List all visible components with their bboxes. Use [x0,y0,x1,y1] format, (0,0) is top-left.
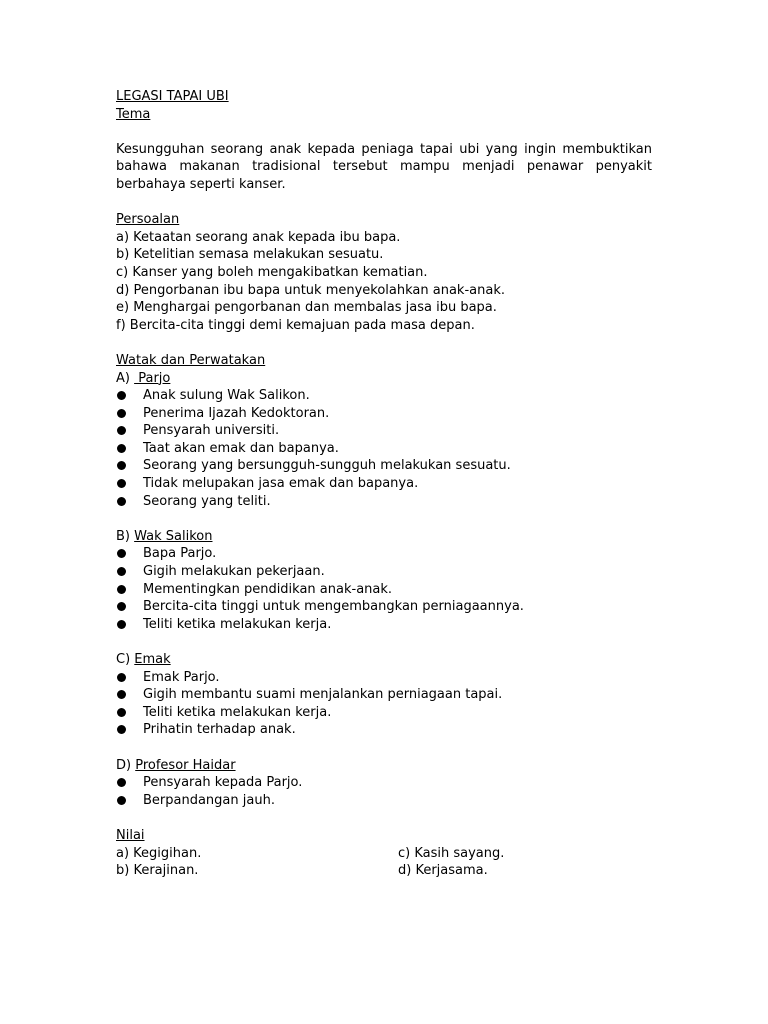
bullet-icon [117,461,126,470]
persoalan-list [116,229,652,335]
list-item: Mementingkan pendidikan anak-anak. [116,581,652,599]
bullet-icon [117,444,126,453]
persoalan-heading: Persoalan [116,212,180,228]
persoalan-item: e) Menghargai pengorbanan dan membalas jasa ibu bapa. [116,300,497,316]
character-prefix: B) [116,528,135,544]
nilai-item: d) Kerjasama. [398,863,488,879]
bullet-icon [117,479,126,488]
character-name: Parjo [134,370,171,386]
list-item: Berpandangan jauh. [116,792,652,810]
bullet-icon [117,796,126,805]
character-name: Profesor Haidar [135,757,236,773]
list-item: Prihatin terhadap anak. [116,721,652,739]
tema-paragraph: Kesungguhan seorang anak kepada peniaga tapai ubi yang ingin membuktikan bahawa makanan tradisional tersebut mampu menjadi penawar penyakit berbahaya seperti kanser. [116,141,652,192]
character-name: Emak [134,652,171,667]
persoalan-item: a) Ketaatan seorang anak kepada ibu bapa. [116,229,401,245]
list-item: Tidak melupakan jasa emak dan bapanya. [116,475,652,493]
nilai-row [116,845,652,863]
list-item: Teliti ketika melakukan kerja. [116,616,652,634]
character-heading-emak [116,651,652,669]
character-heading-parjo [116,370,652,388]
character-traits-profesor-haidar [116,774,652,809]
bullet-icon [117,778,126,787]
bullet-icon [117,426,126,435]
bullet-icon [117,673,126,682]
nilai-item: a) Kegigihan. [116,845,202,861]
list-item: Pensyarah kepada Parjo. [116,774,652,792]
tema-heading: Tema [116,106,151,122]
bullet-icon [117,620,126,629]
list-item: Anak sulung Wak Salikon. [116,387,652,405]
nilai-item: c) Kasih sayang. [398,845,505,861]
bullet-icon [117,391,126,400]
nilai-item: b) Kerajinan. [116,863,199,879]
character-prefix: D) [116,757,136,773]
character-name: Wak Salikon [134,528,213,544]
bullet-icon [117,708,126,717]
persoalan-item: d) Pengorbanan ibu bapa untuk menyekolahkan anak-anak. [116,282,505,298]
list-item: Penerima Ijazah Kedoktoran. [116,405,652,423]
bullet-icon [117,497,126,506]
bullet-icon [117,549,126,558]
list-item: Bercita-cita tinggi untuk mengembangkan perniagaannya. [116,598,652,616]
document-title: LEGASI TAPAI UBI [116,89,229,104]
persoalan-item: f) Bercita-cita tinggi demi kemajuan pada masa depan. [116,317,475,333]
character-prefix: A) [116,370,135,386]
list-item: Seorang yang teliti. [116,493,652,511]
list-item: Gigih melakukan pekerjaan. [116,563,652,581]
bullet-icon [117,585,126,594]
character-traits-emak [116,669,652,739]
watak-heading: Watak dan Perwatakan [116,352,266,368]
persoalan-item: b) Ketelitian semasa melakukan sesuatu. [116,247,384,263]
document-page [116,88,652,880]
list-item: Gigih membantu suami menjalankan perniagaan tapai. [116,686,652,704]
character-prefix: C) [116,652,135,667]
character-heading-wak-salikon [116,528,652,546]
nilai-heading: Nilai [116,827,145,843]
bullet-icon [117,409,126,418]
character-heading-profesor-haidar [116,757,652,775]
bullet-icon [117,725,126,734]
list-item: Taat akan emak dan bapanya. [116,440,652,458]
character-traits-parjo [116,387,652,510]
bullet-icon [117,567,126,576]
list-item: Seorang yang bersungguh-sungguh melakukan sesuatu. [116,457,652,475]
character-traits-wak-salikon [116,545,652,633]
nilai-row [116,862,652,880]
list-item: Emak Parjo. [116,669,652,687]
bullet-icon [117,602,126,611]
bullet-icon [117,690,126,699]
persoalan-item: c) Kanser yang boleh mengakibatkan kematian. [116,264,428,280]
list-item: Bapa Parjo. [116,545,652,563]
list-item: Pensyarah universiti. [116,422,652,440]
list-item: Teliti ketika melakukan kerja. [116,704,652,722]
